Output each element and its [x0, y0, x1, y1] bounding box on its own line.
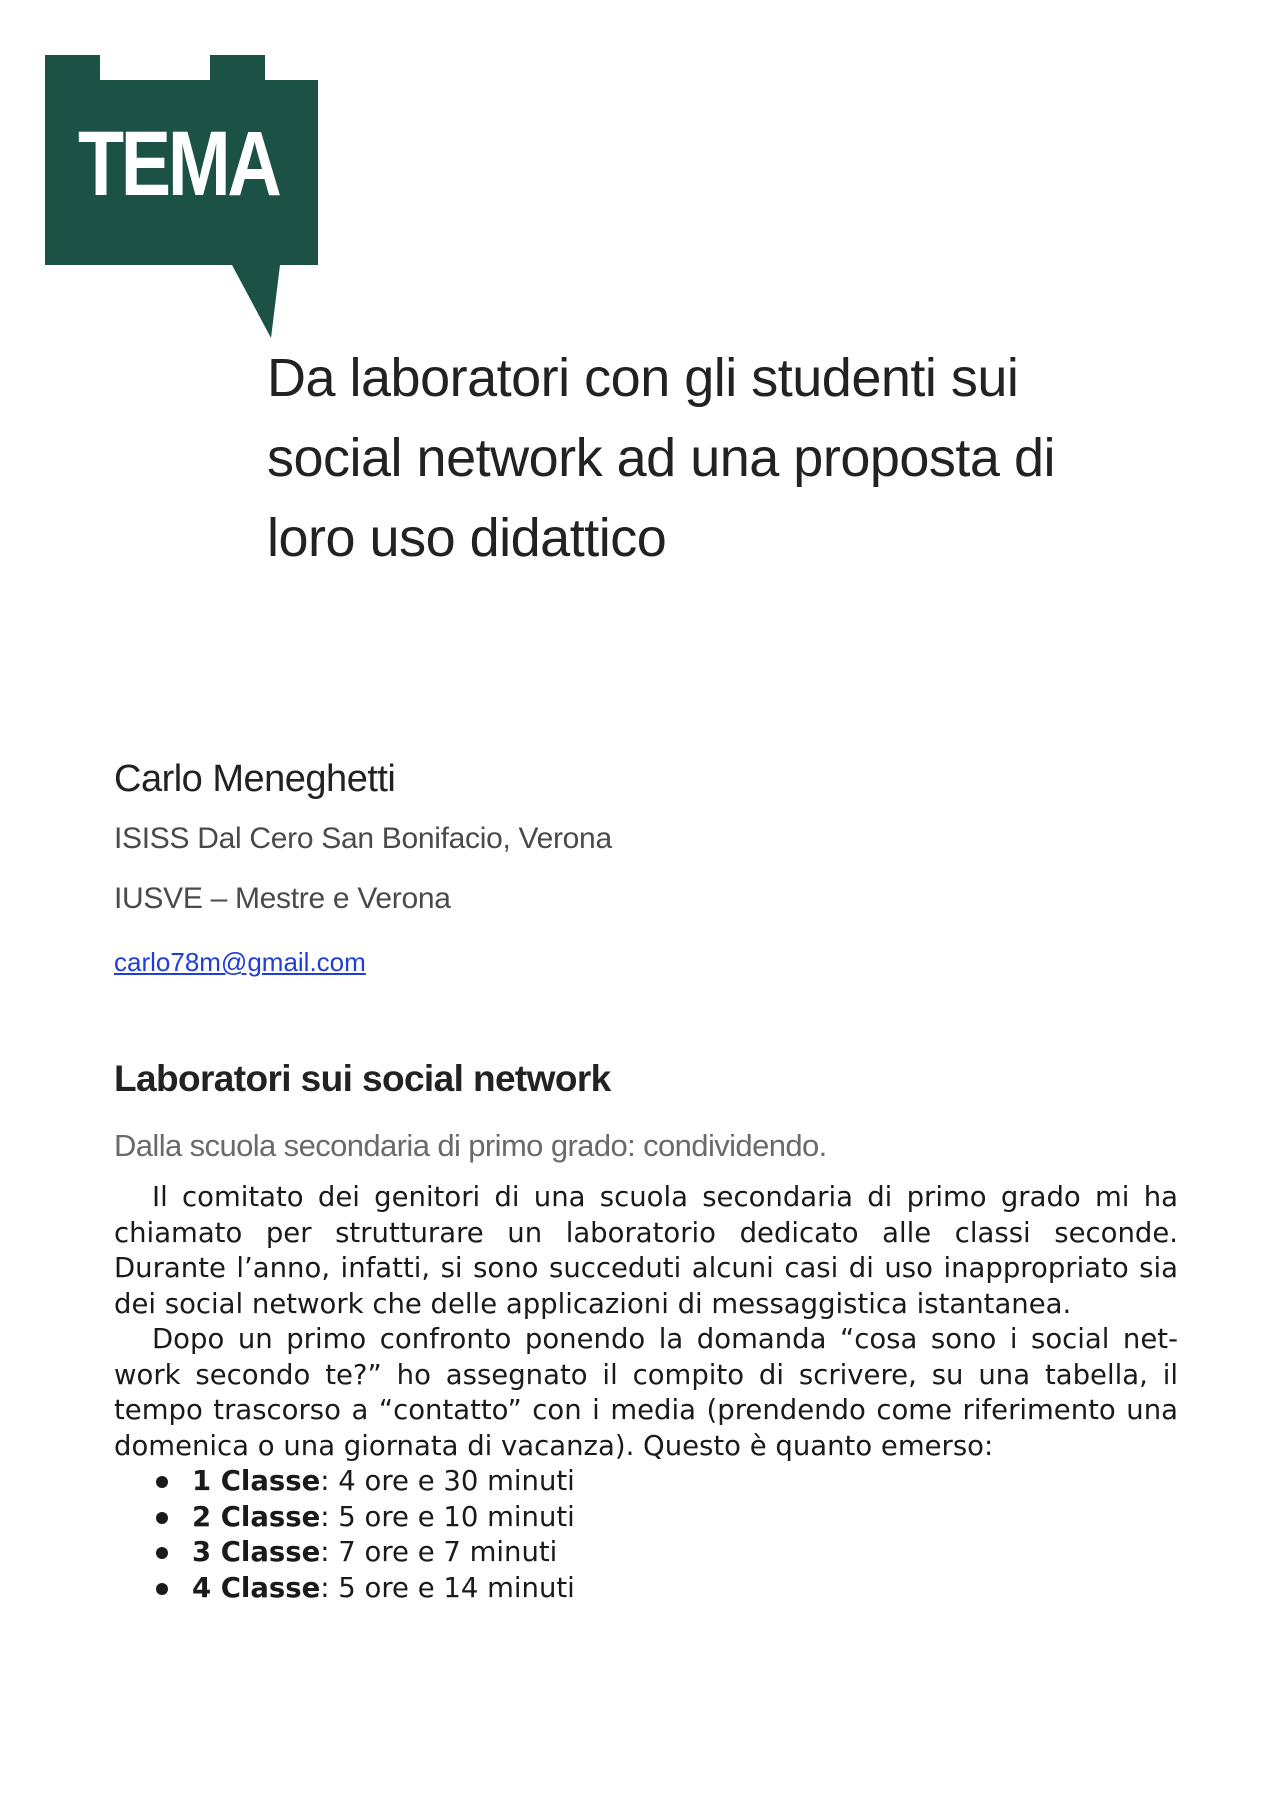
list-item — [114, 1464, 1178, 1500]
class-value: : 4 ore e 30 minuti — [320, 1465, 575, 1497]
author-name: Carlo Meneghetti — [114, 758, 396, 800]
body-paragraph: Il comitato dei genitori di una scuola secondaria di primo grado mi ha chiamato per strutturare un laboratorio dedicato alle classi seconde. Durante l’anno, infatti, si sono succeduti alcuni casi di uso inappropriato sia dei social network che delle applicazioni di messaggistica istantanea. — [114, 1181, 1178, 1320]
title-line-2: social network ad una proposta di — [267, 428, 1055, 488]
author-affiliation-2: IUSVE – Mestre e Verona — [114, 882, 451, 915]
class-value: : 7 ore e 7 minuti — [320, 1536, 558, 1568]
class-value: : 5 ore e 10 minuti — [320, 1500, 575, 1533]
bullet-icon — [156, 1476, 168, 1488]
bullet-icon — [156, 1547, 168, 1559]
bullet-icon — [156, 1512, 168, 1524]
class-label: 2 Classe — [192, 1500, 321, 1533]
class-value: : 5 ore e 14 minuti — [320, 1571, 575, 1604]
list-item — [114, 1571, 1178, 1607]
title-line-3: loro uso didattico — [267, 508, 667, 568]
section-subheading: Dalla scuola secondaria di primo grado: condividendo. — [114, 1128, 827, 1163]
list-item — [114, 1535, 1178, 1571]
body-paragraph: Dopo un primo confronto ponendo la domanda “cosa sono i social network secondo te?” ho assegnato il compito di scrivere, su una tabella, il tempo trascorso a “contatto” con i media (prendendo come riferimento una domenica o una giornata di vacanza). Questo è quanto emerso: — [114, 1323, 1178, 1462]
bullet-icon — [156, 1583, 168, 1595]
page-title — [267, 338, 1227, 578]
article-body — [114, 1180, 1178, 1606]
section-heading: Laboratori sui social network — [114, 1058, 611, 1099]
badge-label: TEMA — [78, 113, 279, 215]
title-line-1: Da laboratori con gli studenti sui — [267, 348, 1019, 408]
class-label: 4 Classe — [192, 1571, 321, 1604]
class-label: 1 Classe — [192, 1465, 321, 1497]
author-email-link[interactable]: carlo78m@gmail.com — [114, 947, 366, 977]
tema-badge — [0, 0, 330, 345]
author-affiliation-1: ISISS Dal Cero San Bonifacio, Verona — [114, 822, 612, 855]
class-label: 3 Classe — [192, 1536, 321, 1568]
class-time-list — [114, 1464, 1178, 1606]
list-item — [114, 1500, 1178, 1536]
